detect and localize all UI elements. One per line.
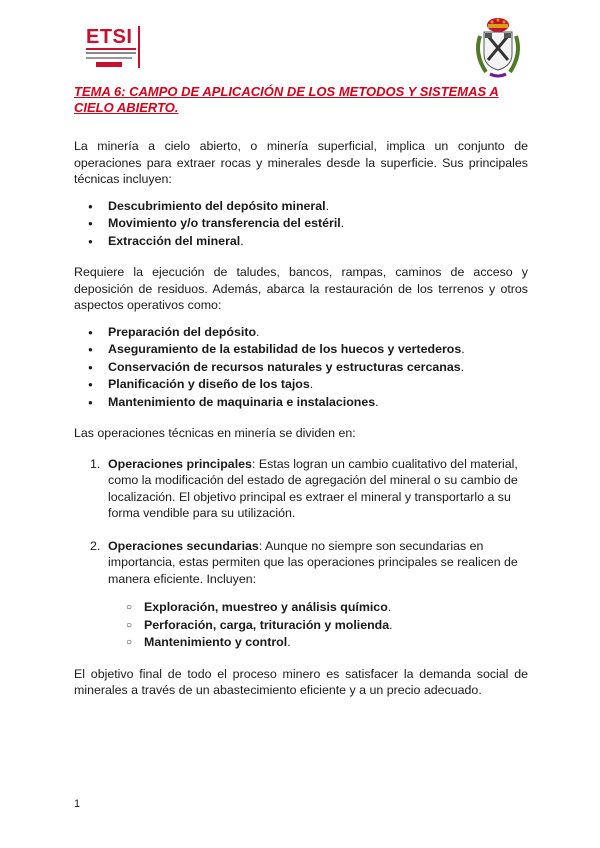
list-item: 1. Operaciones principales: Estas logran un cambio cualitativo del material, como la modificación del estado de agregación del mineral o su cambio de localización. El objetivo principal es extraer el mineral y transportarlo a su forma vendible para su utilización. — [90, 456, 518, 520]
list-item: ● Movimiento y/o transferencia del estéril. — [74, 215, 528, 233]
list-item: ● Aseguramiento de la estabilidad de los huecos y vertederos. — [74, 341, 528, 359]
list-item: ● Extracción del mineral. — [74, 233, 528, 251]
paragraph-2: Requiere la ejecución de taludes, bancos, rampas, caminos de acceso y deposición de residuos. Además, abarca la restauración de los terrenos y otros aspectos operativos como: — [74, 265, 528, 312]
list-item: ● Mantenimiento de maquinaria e instalaciones. — [74, 394, 528, 412]
list-item: ○ Exploración, muestreo y análisis químico. — [74, 599, 528, 617]
etsi-logo-text: ETSI — [86, 26, 133, 48]
list-item: ● Preparación del depósito. — [74, 324, 528, 342]
page-title: TEMA 6: CAMPO DE APLICACIÓN DE LOS METODOS Y SISTEMAS A CIELO ABIERTO. — [74, 84, 499, 115]
list-item: ○ Mantenimiento y control. — [74, 634, 528, 652]
conclusion-paragraph: El objetivo final de todo el proceso minero es satisfacer la demanda social de minerales a través de un abastecimiento eficiente y a un precio adecuado. — [74, 666, 528, 697]
list-item: ● Planificación y diseño de los tajos. — [74, 376, 528, 394]
techniques-list — [74, 198, 528, 251]
aspects-list — [74, 324, 528, 412]
etsi-logo — [82, 26, 152, 74]
list-item: ● Conservación de recursos naturales y estructuras cercanas. — [74, 359, 528, 377]
list-item: 2. Operaciones secundarias: Aunque no siempre son secundarias en importancia, estas permiten que las operaciones principales se realicen de manera eficiente. Incluyen: — [90, 538, 518, 586]
intro-paragraph: La minería a cielo abierto, o minería superficial, implica un conjunto de operaciones para extraer rocas y minerales desde la superficie. Sus principales técnicas incluyen: — [74, 139, 528, 186]
paragraph-3: Las operaciones técnicas en minería se dividen en: — [74, 426, 356, 440]
crest-icon — [470, 16, 526, 80]
operations-list — [74, 456, 528, 588]
list-item: ○ Perforación, carga, trituración y molienda. — [74, 617, 528, 635]
secondary-operations-list — [74, 599, 528, 652]
page-number: 1 — [74, 798, 81, 810]
document-body — [74, 84, 528, 699]
list-item: ● Descubrimiento del depósito mineral. — [74, 198, 528, 216]
